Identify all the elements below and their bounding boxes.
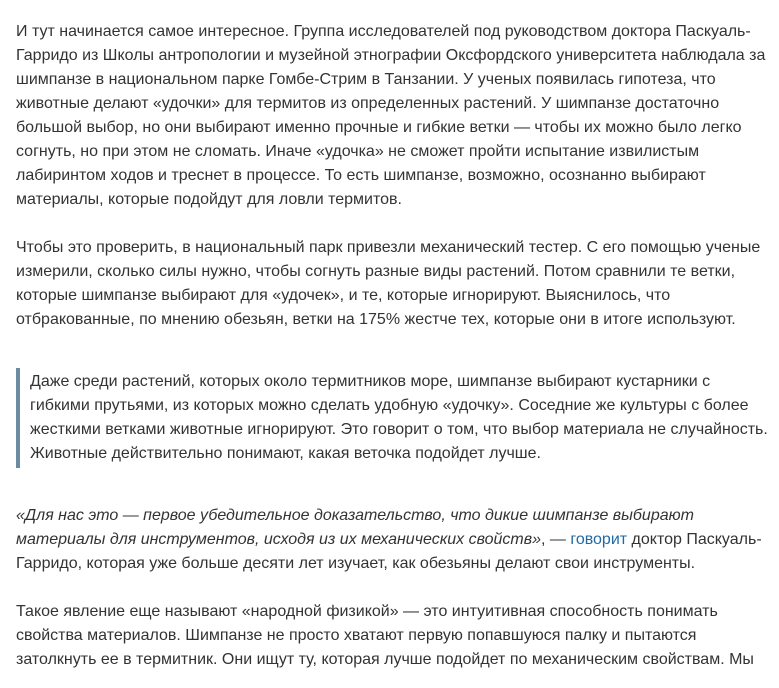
paragraph-experiment: Чтобы это проверить, в национальный парк привезли механический тестер. С его помощью ученые измерили, сколько силы нужно, чтобы согнуть разные виды растений. Потом сравнили те ветки, которые шимпанзе выбирают для «удочек», и те, которые игнорируют. Выяснилось, что отбракованные, по мнению обезьян, ветки на 175% жестче тех, которые они в итоге используют. <box>16 239 761 328</box>
blockquote-text: Даже среди растений, которых около термитников море, шимпанзе выбирают кустарники с гибкими прутьями, из которых можно сделать удобную «удочку». Соседние же культуры с более жесткими ветками животные игнорируют. Это говорит о том, что выбор материала не случайность. Животные действительно понимают, какая веточка подойдет лучше. <box>30 373 768 462</box>
source-link[interactable]: говорит <box>570 531 628 548</box>
blockquote <box>16 368 768 468</box>
quote-italic-text: «Для нас это — первое убедительное доказательство, что дикие шимпанзе выбирают материалы для инструментов, исходя из их механических свойств» <box>16 507 694 548</box>
paragraph-folk-physics: Такое явление еще называют «народной физикой» — это интуитивная способность понимать свойства материалов. Шимпанзе не просто хватают первую попавшуюся палку и пытаются затолкнуть ее в термитник. Они ищут ту, которая лучше подойдет по механическим свойствам. Мы <box>16 603 754 668</box>
paragraph-intro: И тут начинается самое интересное. Группа исследователей под руководством доктора Паскуаль-Гарридо из Школы антропологии и музейной этнографии Оксфордского университета наблюдала за шимпанзе в национальном парке Гомбе-Стрим в Танзании. У ученых появилась гипотеза, что животные делают «удочки» для термитов из определенных растений. У шимпанзе достаточно большой выбор, но они выбирают именно прочные и гибкие ветки — чтобы их можно было легко согнуть, но при этом не сломать. Иначе «удочка» не сможет пройти испытание извилистым лабиринтом ходов и треснет в процессе. То есть шимпанзе, возможно, осознанно выбирают материалы, которые подойдут для ловли термитов. <box>16 23 766 208</box>
paragraph-quote <box>16 504 768 576</box>
quote-rest-text: доктор Паскуаль-Гарридо, которая уже больше десяти лет изучает, как обезьяны делают свои инструменты. <box>16 531 762 572</box>
quote-dash: , — <box>540 531 571 548</box>
